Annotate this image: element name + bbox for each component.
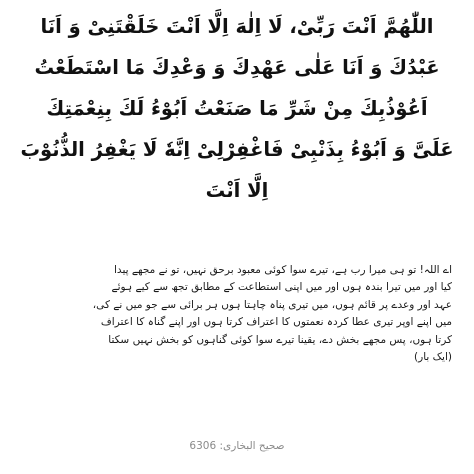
urdu-line: (ایک بار) bbox=[414, 350, 452, 363]
urdu-line: میں اپنے اوپر تیری عطا کردہ نعمتوں کا اعتراف کرتا ہوں اور اپنے گناہ کا اعتراف bbox=[100, 316, 452, 329]
arabic-line: اِلَّا اَنْتَ bbox=[205, 179, 269, 202]
arabic-line: اَعُوْذُبِكَ مِنْ شَرِّ مَا صَنَعْتُ اَبُوْءُ لَكَ بِنِعْمَتِكَ bbox=[46, 97, 428, 120]
urdu-line: عہد اور وعدے پر قائم ہوں، میں تیری پناہ چاہتا ہوں ہر برائی سے جو میں نے کی، bbox=[92, 298, 452, 311]
urdu-line: کیا اور میں تیرا بندہ ہوں اور میں اپنی استطاعت کے مطابق تجھ سے کیے ہوئے bbox=[111, 281, 452, 294]
urdu-line: کرتا ہوں، پس مجھے بخش دے، یقینا تیرے سوا کوئی گناہوں کو بخش نہیں سکتا bbox=[108, 333, 452, 346]
arabic-line: اللّٰهُمَّ اَنْتَ رَبِّیْ، لَا اِلٰهَ اِلَّا اَنْتَ خَلَقْتَنِیْ وَ اَنَا bbox=[40, 15, 434, 38]
urdu-line: اے اللہ! تو ہی میرا رب ہے، تیرے سوا کوئی معبود برحق نہیں، تو نے مجھے پیدا bbox=[114, 264, 452, 276]
hadith-reference: صحیح البخاری: 6306 bbox=[189, 440, 285, 452]
urdu-translation bbox=[22, 262, 452, 366]
arabic-line: عَلَیَّ وَ اَبُوْءُ بِذَنْبِیْ فَاغْفِرْلِیْ اِنَّهٗ لَا یَغْفِرُ الذُّنُوْبَ bbox=[20, 138, 454, 161]
arabic-line: عَبْدُكَ وَ اَنَا عَلٰی عَهْدِكَ وَ وَعْدِكَ مَا اسْتَطَعْتُ bbox=[34, 56, 440, 79]
arabic-dua-text bbox=[14, 6, 460, 211]
